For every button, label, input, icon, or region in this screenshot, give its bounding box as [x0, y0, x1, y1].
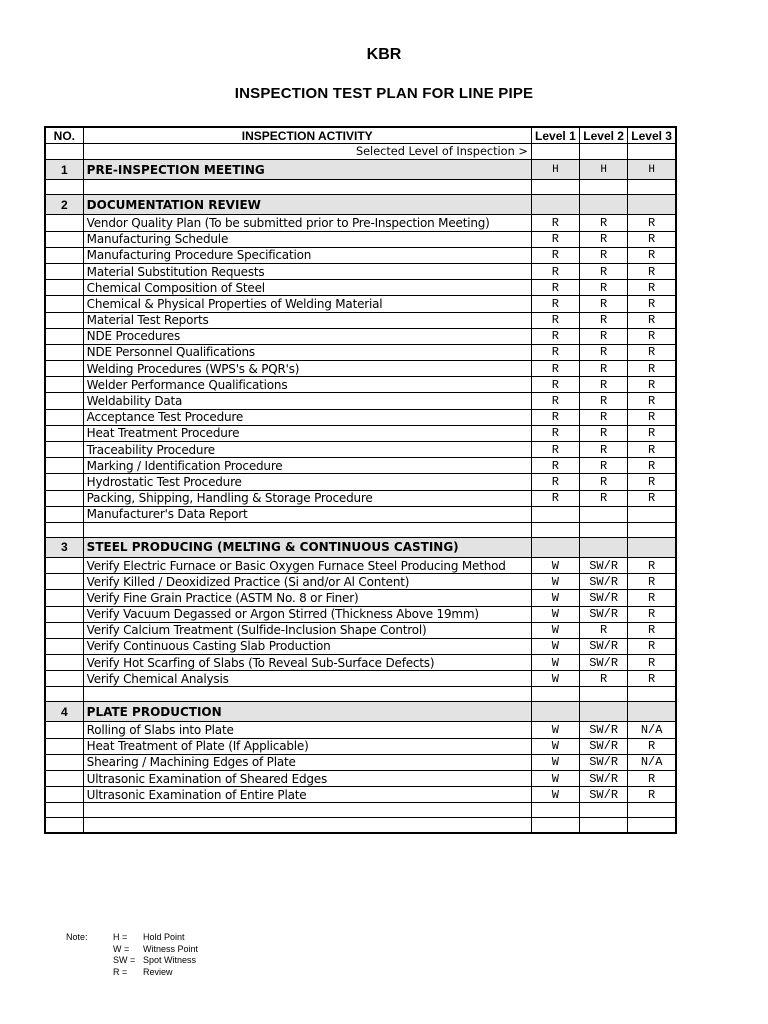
level-3-cell: R [628, 425, 676, 441]
activity-cell: Manufacturer's Data Report [83, 506, 531, 522]
note-items [113, 932, 198, 978]
section-level-2: H [580, 160, 628, 180]
level-2-cell: R [580, 344, 628, 360]
row-number [45, 328, 83, 344]
note-value: Witness Point [143, 943, 199, 954]
section-level-2 [580, 195, 628, 215]
table-row [45, 409, 676, 425]
activity-cell: Verify Fine Grain Practice (ASTM No. 8 or Finer) [83, 590, 531, 606]
row-number [45, 787, 83, 803]
level-2-cell: R [580, 296, 628, 312]
section-number: 4 [45, 702, 83, 722]
activity-cell: Rolling of Slabs into Plate [83, 722, 531, 738]
level-3-cell: R [628, 671, 676, 687]
row-number [45, 655, 83, 671]
table-row [45, 361, 676, 377]
selected-level-2[interactable] [580, 144, 628, 160]
level-1-cell: W [531, 606, 579, 622]
section-row [45, 160, 676, 180]
table-row [45, 474, 676, 490]
row-number [45, 557, 83, 573]
row-number [45, 458, 83, 474]
blank-cell [531, 687, 579, 702]
header-level-3: Level 3 [628, 127, 676, 144]
table-row [45, 442, 676, 458]
blank-cell [83, 818, 531, 834]
row-number [45, 590, 83, 606]
level-2-cell: R [580, 458, 628, 474]
note-item [113, 955, 198, 967]
blank-cell [580, 803, 628, 818]
table-body [45, 160, 676, 834]
table-row [45, 393, 676, 409]
row-number [45, 312, 83, 328]
table-row [45, 655, 676, 671]
level-3-cell: R [628, 263, 676, 279]
level-1-cell: R [531, 328, 579, 344]
header-no: NO. [45, 127, 83, 144]
blank-cell [580, 522, 628, 537]
blank-cell [628, 687, 676, 702]
blank-cell [83, 687, 531, 702]
level-1-cell: R [531, 231, 579, 247]
note-value: Spot Witness [143, 955, 197, 965]
level-2-cell: R [580, 215, 628, 231]
level-3-cell: R [628, 590, 676, 606]
level-3-cell: R [628, 361, 676, 377]
blank-cell [83, 180, 531, 195]
table-row [45, 328, 676, 344]
level-1-cell: R [531, 280, 579, 296]
level-1-cell: W [531, 754, 579, 770]
row-number [45, 296, 83, 312]
row-number [45, 574, 83, 590]
level-1-cell: R [531, 361, 579, 377]
row-number [45, 215, 83, 231]
blank-cell [628, 803, 676, 818]
table-row [45, 425, 676, 441]
level-3-cell: R [628, 442, 676, 458]
blank-cell [45, 687, 83, 702]
activity-cell: Verify Electric Furnace or Basic Oxygen Furnace Steel Producing Method [83, 557, 531, 573]
activity-cell: Material Test Reports [83, 312, 531, 328]
level-3-cell: R [628, 409, 676, 425]
table-row [45, 506, 676, 522]
table-row [45, 263, 676, 279]
level-2-cell: R [580, 425, 628, 441]
blank-row [45, 803, 676, 818]
blank-cell [531, 803, 579, 818]
company-name: KBR [366, 46, 402, 63]
blank-cell [45, 180, 83, 195]
level-1-cell: W [531, 787, 579, 803]
selected-level-1[interactable] [531, 144, 579, 160]
section-level-3: H [628, 160, 676, 180]
level-3-cell: N/A [628, 754, 676, 770]
blank-cell [628, 522, 676, 537]
activity-cell: Verify Chemical Analysis [83, 671, 531, 687]
note-item [113, 944, 198, 956]
level-2-cell: SW/R [580, 606, 628, 622]
level-2-cell: SW/R [580, 738, 628, 754]
activity-cell: Chemical & Physical Properties of Welding Material [83, 296, 531, 312]
selected-level-label: Selected Level of Inspection > [83, 144, 531, 160]
level-1-cell: R [531, 425, 579, 441]
selected-level-row [45, 144, 676, 160]
row-number [45, 442, 83, 458]
level-3-cell: R [628, 393, 676, 409]
level-2-cell: SW/R [580, 787, 628, 803]
table-row [45, 280, 676, 296]
table-row [45, 771, 676, 787]
table-row [45, 606, 676, 622]
level-3-cell: R [628, 606, 676, 622]
level-1-cell: R [531, 458, 579, 474]
section-level-3 [628, 702, 676, 722]
level-3-cell: R [628, 574, 676, 590]
activity-cell: Vendor Quality Plan (To be submitted prior to Pre-Inspection Meeting) [83, 215, 531, 231]
level-2-cell: R [580, 263, 628, 279]
note-value: Hold Point [143, 932, 185, 942]
level-2-cell: R [580, 409, 628, 425]
level-3-cell: R [628, 474, 676, 490]
section-number: 3 [45, 537, 83, 557]
level-3-cell: R [628, 787, 676, 803]
note-key: R = [113, 966, 128, 977]
table-row [45, 722, 676, 738]
activity-cell: Manufacturing Procedure Specification [83, 247, 531, 263]
level-3-cell: R [628, 231, 676, 247]
blank-cell [531, 180, 579, 195]
activity-cell: Weldability Data [83, 393, 531, 409]
table-row [45, 490, 676, 506]
section-number: 2 [45, 195, 83, 215]
activity-cell: Welding Procedures (WPS's & PQR's) [83, 361, 531, 377]
level-2-cell: R [580, 328, 628, 344]
table-row [45, 622, 676, 638]
level-1-cell: R [531, 344, 579, 360]
level-2-cell: R [580, 280, 628, 296]
blank-cell [628, 818, 676, 834]
level-1-cell: R [531, 247, 579, 263]
row-number [45, 474, 83, 490]
row-number [45, 638, 83, 654]
level-2-cell: SW/R [580, 722, 628, 738]
blank-cell [45, 803, 83, 818]
section-level-1 [531, 702, 579, 722]
level-1-cell: R [531, 263, 579, 279]
level-2-cell: R [580, 312, 628, 328]
level-3-cell: R [628, 215, 676, 231]
level-1-cell: R [531, 312, 579, 328]
activity-cell: Heat Treatment of Plate (If Applicable) [83, 738, 531, 754]
level-3-cell: R [628, 638, 676, 654]
level-2-cell: R [580, 490, 628, 506]
activity-cell: Shearing / Machining Edges of Plate [83, 754, 531, 770]
table-row [45, 231, 676, 247]
level-2-cell: R [580, 474, 628, 490]
level-2-cell: SW/R [580, 574, 628, 590]
level-1-cell: W [531, 574, 579, 590]
level-3-cell: R [628, 296, 676, 312]
section-level-1 [531, 195, 579, 215]
level-1-cell: R [531, 474, 579, 490]
note-key: SW = [113, 955, 136, 965]
row-number [45, 344, 83, 360]
section-level-2 [580, 537, 628, 557]
table-row [45, 458, 676, 474]
blank-row [45, 818, 676, 834]
note-item [113, 967, 198, 979]
level-2-cell: R [580, 361, 628, 377]
blank-cell [45, 818, 83, 834]
row-number [45, 361, 83, 377]
table-row [45, 296, 676, 312]
level-2-cell: R [580, 622, 628, 638]
level-3-cell: R [628, 655, 676, 671]
section-number: 1 [45, 160, 83, 180]
level-2-cell: SW/R [580, 557, 628, 573]
activity-cell: Ultrasonic Examination of Sheared Edges [83, 771, 531, 787]
level-3-cell: R [628, 771, 676, 787]
activity-cell: Manufacturing Schedule [83, 231, 531, 247]
table-row [45, 377, 676, 393]
row-number [45, 771, 83, 787]
level-1-cell: W [531, 771, 579, 787]
row-number [45, 671, 83, 687]
level-2-cell: SW/R [580, 590, 628, 606]
row-number [45, 393, 83, 409]
activity-cell: Hydrostatic Test Procedure [83, 474, 531, 490]
table-header-row [45, 127, 676, 144]
row-number [45, 722, 83, 738]
section-row [45, 537, 676, 557]
document-title-clip [0, 83, 768, 102]
activity-cell: Ultrasonic Examination of Entire Plate [83, 787, 531, 803]
table-row [45, 247, 676, 263]
table-row [45, 312, 676, 328]
level-1-cell: W [531, 638, 579, 654]
level-3-cell: R [628, 344, 676, 360]
section-row [45, 702, 676, 722]
level-3-cell: R [628, 490, 676, 506]
level-2-cell: R [580, 671, 628, 687]
level-2-cell: SW/R [580, 771, 628, 787]
note-key: H = [113, 932, 128, 942]
blank-cell [531, 522, 579, 537]
activity-cell: Acceptance Test Procedure [83, 409, 531, 425]
level-1-cell: R [531, 393, 579, 409]
activity-cell: Verify Calcium Treatment (Sulfide-Inclusion Shape Control) [83, 622, 531, 638]
level-3-cell: R [628, 622, 676, 638]
section-level-3 [628, 537, 676, 557]
activity-cell: Verify Killed / Deoxidized Practice (Si and/or Al Content) [83, 574, 531, 590]
level-1-cell: W [531, 722, 579, 738]
blank-row [45, 180, 676, 195]
section-title: PRE-INSPECTION MEETING [83, 160, 531, 180]
row-number [45, 231, 83, 247]
level-3-cell: R [628, 328, 676, 344]
activity-cell: Welder Performance Qualifications [83, 377, 531, 393]
note-label: Note: [66, 932, 88, 942]
level-3-cell: R [628, 247, 676, 263]
section-level-1: H [531, 160, 579, 180]
level-1-cell: W [531, 590, 579, 606]
row-number [45, 377, 83, 393]
blank-cell [628, 180, 676, 195]
section-row [45, 195, 676, 215]
section-level-3 [628, 195, 676, 215]
activity-cell: Chemical Composition of Steel [83, 280, 531, 296]
activity-cell: NDE Procedures [83, 328, 531, 344]
activity-cell: Verify Vacuum Degassed or Argon Stirred (Thickness Above 19mm) [83, 606, 531, 622]
level-1-cell: W [531, 622, 579, 638]
level-2-cell: R [580, 393, 628, 409]
table-row [45, 574, 676, 590]
note-item [113, 932, 198, 944]
header-activity: INSPECTION ACTIVITY [83, 127, 531, 144]
row-number [45, 754, 83, 770]
table-row [45, 344, 676, 360]
blank-cell [580, 818, 628, 834]
blank-cell [580, 180, 628, 195]
row-number [45, 606, 83, 622]
activity-cell: Marking / Identification Procedure [83, 458, 531, 474]
level-2-cell: R [580, 231, 628, 247]
blank-cell [83, 522, 531, 537]
blank-row [45, 687, 676, 702]
blank-row [45, 522, 676, 537]
row-number [45, 490, 83, 506]
level-3-cell: R [628, 312, 676, 328]
activity-cell: Verify Hot Scarfing of Slabs (To Reveal Sub-Surface Defects) [83, 655, 531, 671]
row-number [45, 622, 83, 638]
section-title: PLATE PRODUCTION [83, 702, 531, 722]
table-row [45, 590, 676, 606]
section-title: DOCUMENTATION REVIEW [83, 195, 531, 215]
inspection-test-plan-table [44, 126, 677, 834]
activity-cell: Packing, Shipping, Handling & Storage Procedure [83, 490, 531, 506]
table-row [45, 671, 676, 687]
level-3-cell: R [628, 738, 676, 754]
selected-level-no [45, 144, 83, 160]
level-1-cell: W [531, 655, 579, 671]
activity-cell: Verify Continuous Casting Slab Production [83, 638, 531, 654]
level-2-cell: SW/R [580, 655, 628, 671]
header-level-2: Level 2 [580, 127, 628, 144]
level-1-cell: W [531, 557, 579, 573]
blank-cell [531, 818, 579, 834]
level-3-cell [628, 506, 676, 522]
level-2-cell: R [580, 377, 628, 393]
level-1-cell: R [531, 409, 579, 425]
level-1-cell: W [531, 671, 579, 687]
blank-cell [83, 803, 531, 818]
note-key: W = [113, 943, 130, 954]
level-2-cell: SW/R [580, 754, 628, 770]
level-3-cell: R [628, 458, 676, 474]
activity-cell: NDE Personnel Qualifications [83, 344, 531, 360]
activity-cell: Traceability Procedure [83, 442, 531, 458]
document-title: INSPECTION TEST PLAN FOR LINE PIPE [234, 85, 534, 102]
section-level-2 [580, 702, 628, 722]
header-level-1: Level 1 [531, 127, 579, 144]
table-row [45, 738, 676, 754]
level-1-cell: R [531, 377, 579, 393]
level-2-cell: SW/R [580, 638, 628, 654]
note-value: Review [143, 966, 173, 977]
level-1-cell: R [531, 215, 579, 231]
level-3-cell: R [628, 377, 676, 393]
row-number [45, 263, 83, 279]
section-level-1 [531, 537, 579, 557]
activity-cell: Heat Treatment Procedure [83, 425, 531, 441]
table-row [45, 787, 676, 803]
level-1-cell: W [531, 738, 579, 754]
level-3-cell: R [628, 557, 676, 573]
table-row [45, 754, 676, 770]
level-2-cell: R [580, 442, 628, 458]
row-number [45, 738, 83, 754]
level-1-cell [531, 506, 579, 522]
level-1-cell: R [531, 442, 579, 458]
section-title: STEEL PRODUCING (MELTING & CONTINUOUS CASTING) [83, 537, 531, 557]
level-2-cell [580, 506, 628, 522]
row-number [45, 280, 83, 296]
blank-cell [45, 522, 83, 537]
table-row [45, 638, 676, 654]
blank-cell [580, 687, 628, 702]
activity-cell: Material Substitution Requests [83, 263, 531, 279]
row-number [45, 425, 83, 441]
selected-level-3[interactable] [628, 144, 676, 160]
row-number [45, 409, 83, 425]
level-3-cell: R [628, 280, 676, 296]
level-2-cell: R [580, 247, 628, 263]
row-number [45, 506, 83, 522]
row-number [45, 247, 83, 263]
level-3-cell: N/A [628, 722, 676, 738]
level-1-cell: R [531, 296, 579, 312]
table-row [45, 557, 676, 573]
table-row [45, 215, 676, 231]
level-1-cell: R [531, 490, 579, 506]
